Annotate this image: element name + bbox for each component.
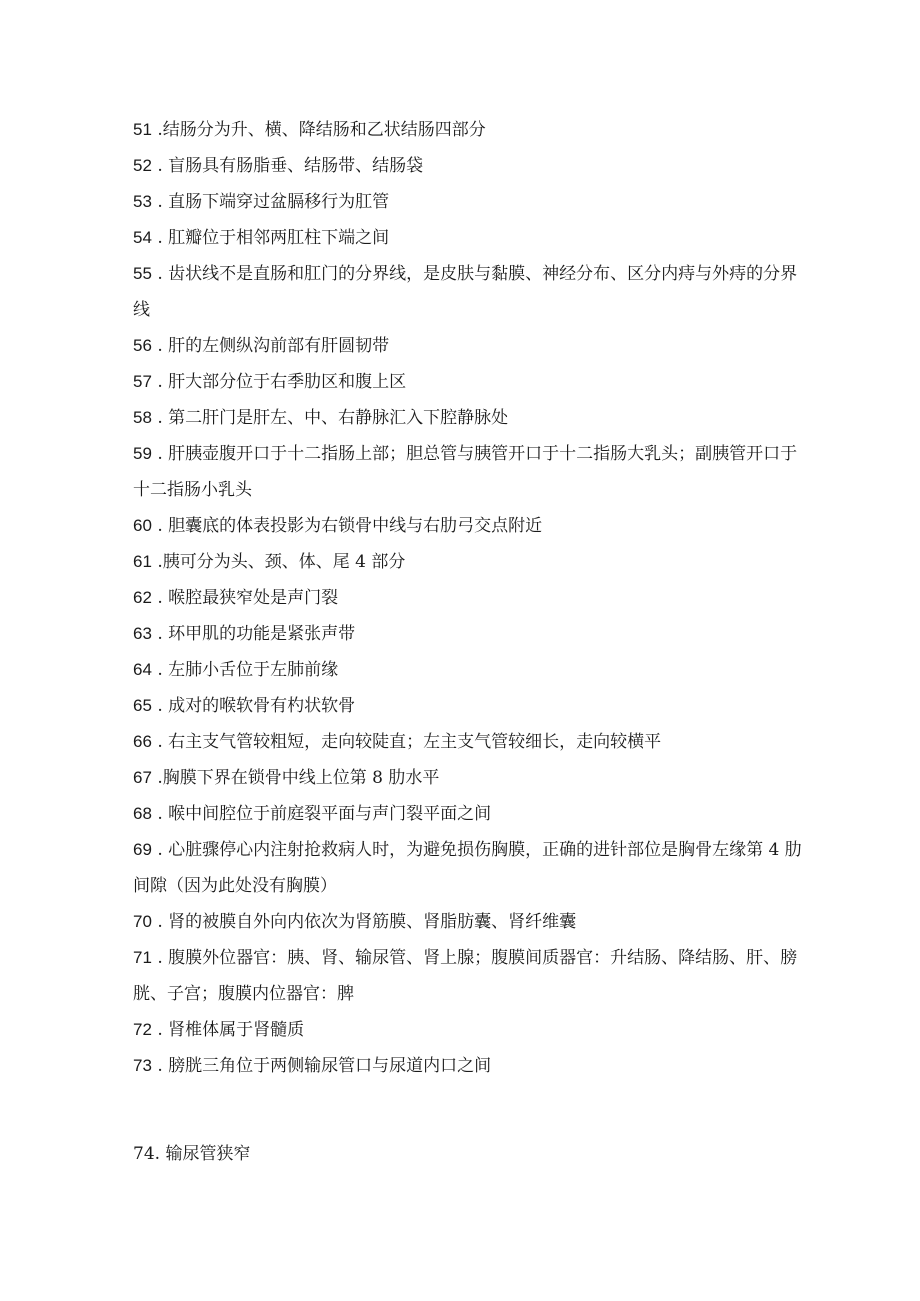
item-text: . 腹膜外位器官：胰、肾、输尿管、肾上腺；腹膜间质器官：升结肠、降结肠、肝、膀胱、子宫；腹膜内位器官：脾 (133, 948, 798, 1004)
list-item (133, 904, 803, 940)
item-text: . 盲肠具有肠脂垂、结肠带、结肠袋 (151, 156, 424, 176)
list-item (133, 112, 803, 148)
item-number: 62 (133, 588, 152, 607)
list-item (133, 688, 803, 724)
list-item (133, 616, 803, 652)
list-item (133, 796, 803, 832)
item-text: . 肾椎体属于肾髓质 (151, 1020, 305, 1040)
item-text: . 肝大部分位于右季肋区和腹上区 (151, 372, 407, 392)
item-number: 55 (133, 264, 152, 283)
item-number: 67 (133, 768, 152, 787)
item-text: . 肾的被膜自外向内依次为肾筋膜、肾脂肪囊、肾纤维囊 (151, 912, 577, 932)
list-item (133, 328, 803, 364)
list-item (133, 184, 803, 220)
item-number: 71 (133, 948, 152, 967)
item-text: . 环甲肌的功能是紧张声带 (151, 624, 356, 644)
list-item (133, 652, 803, 688)
item-number: 56 (133, 336, 152, 355)
item-text: . 肝胰壶腹开口于十二指肠上部；胆总管与胰管开口于十二指肠大乳头；副胰管开口于十二指肠小乳头 (133, 444, 798, 500)
list-item (133, 436, 803, 508)
list-item (133, 400, 803, 436)
item-number: 57 (133, 372, 152, 391)
list-item (133, 1012, 803, 1048)
item-text: . 肝的左侧纵沟前部有肝圆韧带 (151, 336, 390, 356)
list-item (133, 760, 803, 796)
item-number: 70 (133, 912, 152, 931)
item-text: . 齿状线不是直肠和肛门的分界线，是皮肤与黏膜、神经分布、区分内痔与外痔的分界线 (133, 264, 798, 320)
item-number: 59 (133, 444, 152, 463)
item-text: . 膀胱三角位于两侧输尿管口与尿道内口之间 (151, 1056, 492, 1076)
item-number: 61 (133, 552, 152, 571)
item-number: 60 (133, 516, 152, 535)
item-number: 73 (133, 1056, 152, 1075)
list-item (133, 544, 803, 580)
item-number: 64 (133, 660, 152, 679)
item-text: . 第二肝门是肝左、中、右静脉汇入下腔静脉处 (151, 408, 509, 428)
item-text: . 心脏骤停心内注射抢救病人时，为避免损伤胸膜，正确的进针部位是胸骨左缘第 4 肋间隙（因为此处没有胸膜） (133, 840, 802, 896)
item-text: .胸膜下界在锁骨中线上位第 8 肋水平 (151, 768, 440, 788)
list-item (133, 832, 803, 904)
item-text: . 胆囊底的体表投影为右锁骨中线与右肋弓交点附近 (151, 516, 543, 536)
item-number: 65 (133, 696, 152, 715)
item-text: . 喉腔最狭窄处是声门裂 (151, 588, 339, 608)
statement-list (133, 112, 803, 1084)
item-number: 53 (133, 192, 152, 211)
list-item (133, 256, 803, 328)
list-item (133, 508, 803, 544)
item-text: . 直肠下端穿过盆膈移行为肛管 (151, 192, 390, 212)
item-text: . 左肺小舌位于左肺前缘 (151, 660, 339, 680)
list-item-74: 74. 输尿管狭窄 (133, 1144, 251, 1164)
list-item (133, 580, 803, 616)
item-number: 66 (133, 732, 152, 751)
list-item (133, 364, 803, 400)
item-number: 63 (133, 624, 152, 643)
item-number: 72 (133, 1020, 152, 1039)
item-text: .结肠分为升、横、降结肠和乙状结肠四部分 (151, 120, 486, 140)
list-item (133, 1048, 803, 1084)
item-text: . 喉中间腔位于前庭裂平面与声门裂平面之间 (151, 804, 492, 824)
item-number: 54 (133, 228, 152, 247)
list-item (133, 220, 803, 256)
item-number: 51 (133, 120, 152, 139)
item-text: . 成对的喉软骨有杓状软骨 (151, 696, 356, 716)
list-item (133, 940, 803, 1012)
item-number: 52 (133, 156, 152, 175)
item-number: 58 (133, 408, 152, 427)
item-number: 69 (133, 840, 152, 859)
list-item (133, 724, 803, 760)
item-number: 68 (133, 804, 152, 823)
item-text: .胰可分为头、颈、体、尾 4 部分 (151, 552, 406, 572)
item-text: . 右主支气管较粗短，走向较陡直；左主支气管较细长，走向较横平 (151, 732, 662, 752)
item-text: . 肛瓣位于相邻两肛柱下端之间 (151, 228, 390, 248)
list-item (133, 148, 803, 184)
